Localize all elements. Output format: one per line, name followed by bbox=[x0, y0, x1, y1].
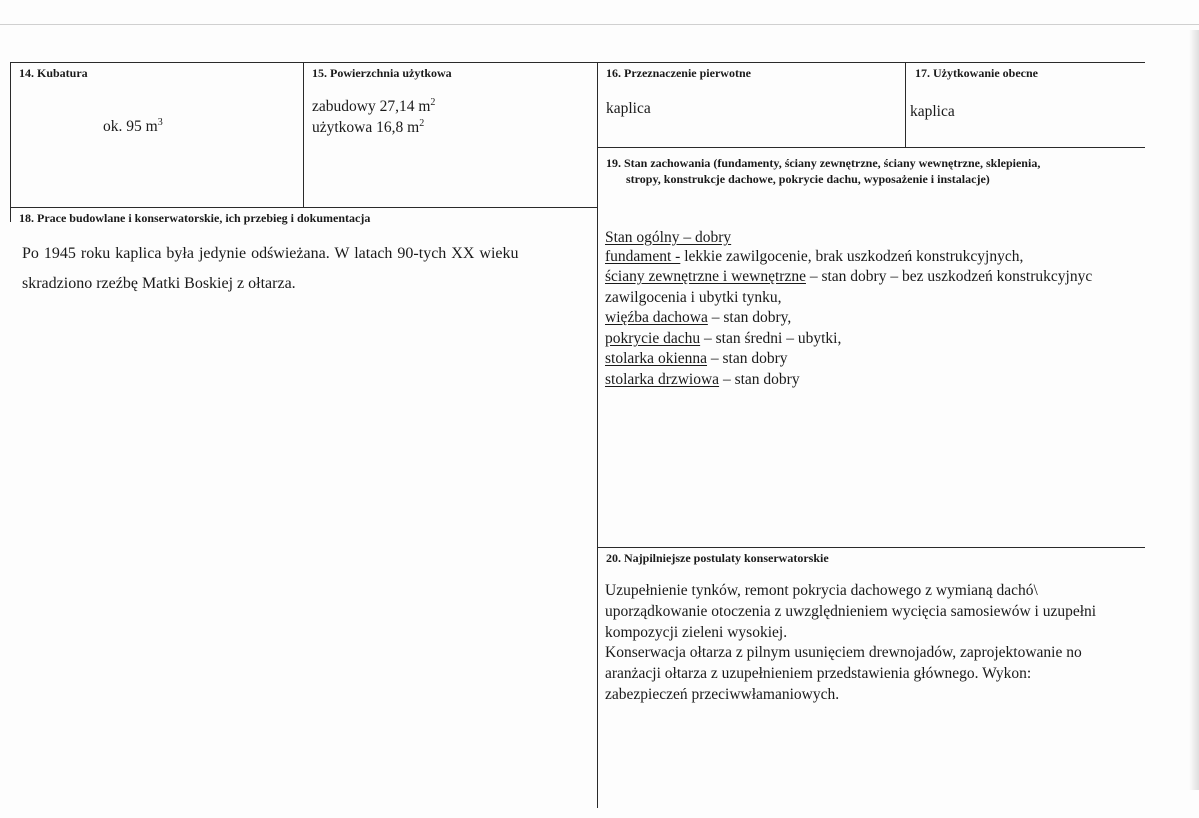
divider-f14-f15 bbox=[303, 62, 304, 207]
condition-row bbox=[605, 287, 782, 308]
condition-detail: zawilgocenia i ubytki tynku, bbox=[605, 289, 782, 306]
field-17-header: 17. Użytkowanie obecne bbox=[915, 66, 1038, 80]
condition-label: stolarka drzwiowa bbox=[605, 371, 720, 388]
scan-top-line bbox=[0, 24, 1199, 25]
scan-edge-shadow bbox=[1189, 30, 1199, 790]
uzytkowa-exponent: 2 bbox=[419, 118, 425, 129]
condition-row bbox=[605, 227, 731, 248]
zabudowy-exponent: 2 bbox=[430, 97, 436, 108]
condition-row bbox=[605, 369, 800, 390]
condition-label: ściany zewnętrzne i wewnętrzne bbox=[605, 268, 806, 285]
condition-detail: – stan dobry bbox=[707, 350, 788, 367]
field-18-line1: Po 1945 roku kaplica była jedynie odświeżana. W latach 90-tych XX wieku bbox=[22, 245, 519, 262]
field-16-header: 16. Przeznaczenie pierwotne bbox=[606, 66, 751, 80]
condition-detail: lekkie zawilgocenie, brak uszkodzeń konstrukcyjnych, bbox=[680, 248, 1024, 265]
field-15-line1 bbox=[312, 96, 435, 117]
condition-label: więźba dachowa bbox=[605, 309, 708, 326]
condition-detail: – stan dobry, bbox=[707, 309, 792, 326]
kubatura-unit-exponent: 3 bbox=[157, 117, 163, 128]
condition-detail: – stan średni – ubytki, bbox=[700, 330, 842, 347]
field-15-line2 bbox=[312, 117, 424, 138]
divider-f19-f20 bbox=[597, 547, 1145, 548]
condition-label: fundament - bbox=[605, 248, 681, 265]
postulate-line: Konserwacja ołtarza z pilnym usunięciem drewnojadów, zaprojektowanie no bbox=[605, 644, 1082, 661]
condition-row bbox=[605, 246, 1023, 267]
divider-f14-f18 bbox=[10, 207, 597, 208]
postulate-line: kompozycji zieleni wysokiej. bbox=[605, 624, 788, 641]
kubatura-value: ok. 95 m bbox=[103, 118, 158, 135]
divider-f16-f19 bbox=[597, 147, 1145, 148]
postulate-line: zabezpieczeń przeciwwłamaniowych. bbox=[605, 686, 840, 703]
field-20-header: 20. Najpilniejsze postulaty konserwatorskie bbox=[606, 551, 829, 565]
field-14-value bbox=[103, 116, 163, 137]
field-16-value: kaplica bbox=[606, 100, 651, 117]
condition-label: Stan ogólny – dobry bbox=[605, 229, 732, 246]
zabudowy-value: zabudowy 27,14 m bbox=[312, 98, 431, 115]
postulate-line: aranżacji ołtarza z uzupełnieniem przedstawienia głównego. Wykon: bbox=[605, 665, 1032, 682]
condition-label: stolarka okienna bbox=[605, 350, 708, 367]
field-17-value: kaplica bbox=[910, 103, 955, 120]
uzytkowa-value: użytkowa 16,8 m bbox=[312, 119, 420, 136]
postulates-text bbox=[605, 580, 1145, 710]
condition-row bbox=[605, 266, 1092, 287]
condition-row bbox=[605, 348, 788, 369]
field-19-header-line2: stropy, konstrukcje dachowe, pokrycie dachu, wyposażenie i instalacje) bbox=[626, 172, 990, 186]
postulate-line: Uzupełnienie tynków, remont pokrycia dachowego z wymianą dachó\ bbox=[605, 582, 1038, 599]
condition-label: pokrycie dachu bbox=[605, 330, 701, 347]
condition-row bbox=[605, 328, 841, 349]
divider-f16-f17 bbox=[905, 62, 906, 147]
table-top-border bbox=[10, 62, 1145, 63]
field-14-header: 14. Kubatura bbox=[19, 66, 88, 80]
field-18-header: 18. Prace budowlane i konserwatorskie, ich przebieg i dokumentacja bbox=[19, 211, 371, 225]
field-15-header: 15. Powierzchnia użytkowa bbox=[312, 66, 452, 80]
condition-list bbox=[605, 227, 1145, 397]
center-divider bbox=[597, 62, 598, 808]
field-19-header-line1: 19. Stan zachowania (fundamenty, ściany zewnętrzne, ściany wewnętrzne, sklepienia, bbox=[606, 156, 1041, 170]
condition-row bbox=[605, 307, 791, 328]
condition-detail: – stan dobry bbox=[719, 371, 800, 388]
field-18-line2: skradziono rzeźbę Matki Boskiej z ołtarza. bbox=[22, 275, 296, 292]
postulate-line: uporządkowanie otoczenia z uwzględnieniem wycięcia samosiewów i uzupełni bbox=[605, 603, 1097, 620]
left-border bbox=[10, 62, 11, 222]
condition-detail: – stan dobry – bez uszkodzeń konstrukcyjnyc bbox=[805, 268, 1093, 285]
